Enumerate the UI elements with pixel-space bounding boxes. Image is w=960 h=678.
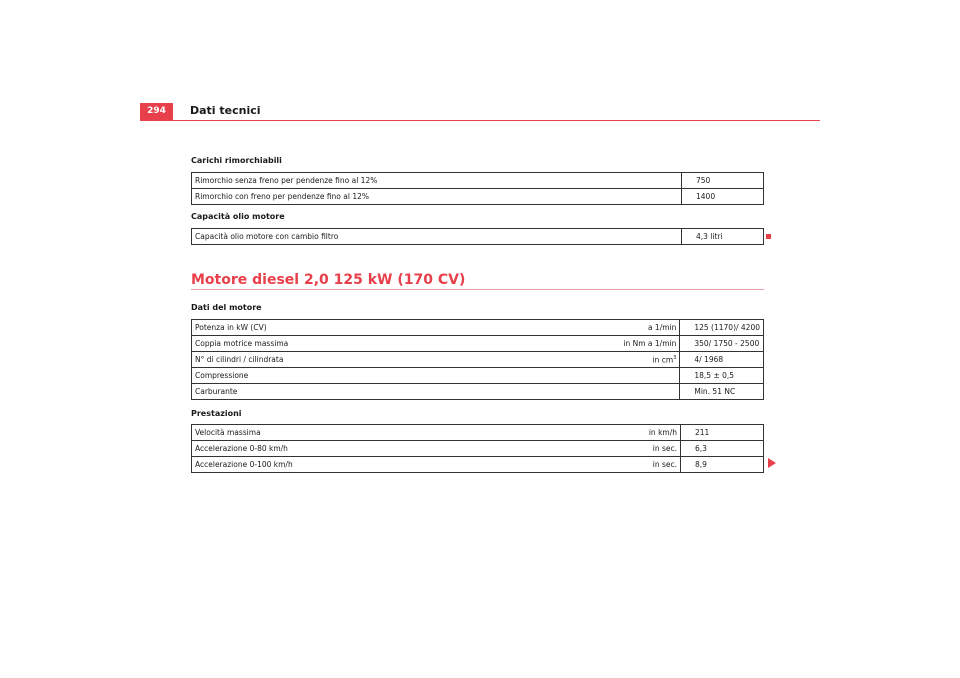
page-number: 294 bbox=[140, 103, 173, 120]
row-label: Accelerazione 0-100 km/h bbox=[195, 460, 293, 469]
table-rimorchio bbox=[191, 172, 764, 205]
section-label-prestazioni: Prestazioni bbox=[191, 409, 242, 418]
row-label: N° di cilindri / cilindrata bbox=[192, 352, 478, 368]
row-value: 6,3 bbox=[681, 441, 764, 457]
table-prestazioni bbox=[191, 424, 764, 473]
row-value: 4/ 1968 bbox=[680, 352, 764, 368]
table-row bbox=[192, 352, 764, 368]
table-row bbox=[192, 368, 764, 384]
row-unit: a 1/min bbox=[478, 320, 680, 336]
table-row bbox=[192, 189, 764, 205]
row-value: Min. 51 NC bbox=[694, 387, 736, 396]
table-row bbox=[192, 229, 764, 245]
row-value: 8,9 bbox=[695, 460, 707, 469]
heading-rule bbox=[191, 289, 764, 290]
row-label: Potenza in kW (CV) bbox=[192, 320, 478, 336]
table-row bbox=[192, 173, 764, 189]
row-unit: in km/h bbox=[478, 425, 681, 441]
row-value: 4,3 litri bbox=[696, 232, 723, 241]
row-label: Velocità massima bbox=[192, 425, 479, 441]
table-row bbox=[192, 425, 764, 441]
table-row bbox=[192, 336, 764, 352]
row-label: Carburante bbox=[195, 387, 238, 396]
row-unit: in Nm a 1/min bbox=[478, 336, 680, 352]
row-label: Compressione bbox=[192, 368, 478, 384]
row-value: 125 (1170)/ 4200 bbox=[680, 320, 764, 336]
continue-arrow-icon[interactable] bbox=[768, 458, 776, 468]
row-unit-superscript: 3 bbox=[673, 354, 677, 361]
row-unit bbox=[478, 384, 680, 400]
row-label: Rimorchio con freno per pendenze fino al 12% bbox=[192, 189, 682, 205]
row-unit-text: in cm bbox=[652, 355, 674, 365]
table-motore bbox=[191, 319, 764, 400]
row-unit: in sec. bbox=[478, 457, 681, 473]
table-row bbox=[192, 320, 764, 336]
table-row bbox=[192, 457, 764, 473]
row-value: 350/ 1750 - 2500 bbox=[680, 336, 764, 352]
row-unit bbox=[478, 352, 680, 368]
row-unit: in sec. bbox=[478, 441, 681, 457]
row-label: Coppia motrice massima bbox=[192, 336, 478, 352]
row-value: 18,5 ± 0,5 bbox=[680, 368, 764, 384]
row-label: Rimorchio senza freno per pendenze fino al 12% bbox=[192, 173, 682, 189]
section-label-motore: Dati del motore bbox=[191, 303, 262, 312]
row-value: 750 bbox=[682, 173, 764, 189]
table-row bbox=[192, 441, 764, 457]
section-label-olio: Capacità olio motore bbox=[191, 212, 285, 221]
section-heading: Motore diesel 2,0 125 kW (170 CV) bbox=[191, 272, 466, 288]
row-label: Capacità olio motore con cambio filtro bbox=[192, 229, 682, 245]
header-title: Dati tecnici bbox=[190, 104, 261, 117]
row-label: Accelerazione 0-80 km/h bbox=[192, 441, 479, 457]
row-value: 211 bbox=[681, 425, 764, 441]
table-row bbox=[192, 384, 764, 400]
section-label-rimorchio: Carichi rimorchiabili bbox=[191, 156, 282, 165]
row-unit bbox=[478, 368, 680, 384]
section-end-marker bbox=[766, 234, 771, 239]
page-header bbox=[140, 100, 820, 121]
table-olio bbox=[191, 228, 764, 245]
row-value: 1400 bbox=[696, 192, 716, 201]
